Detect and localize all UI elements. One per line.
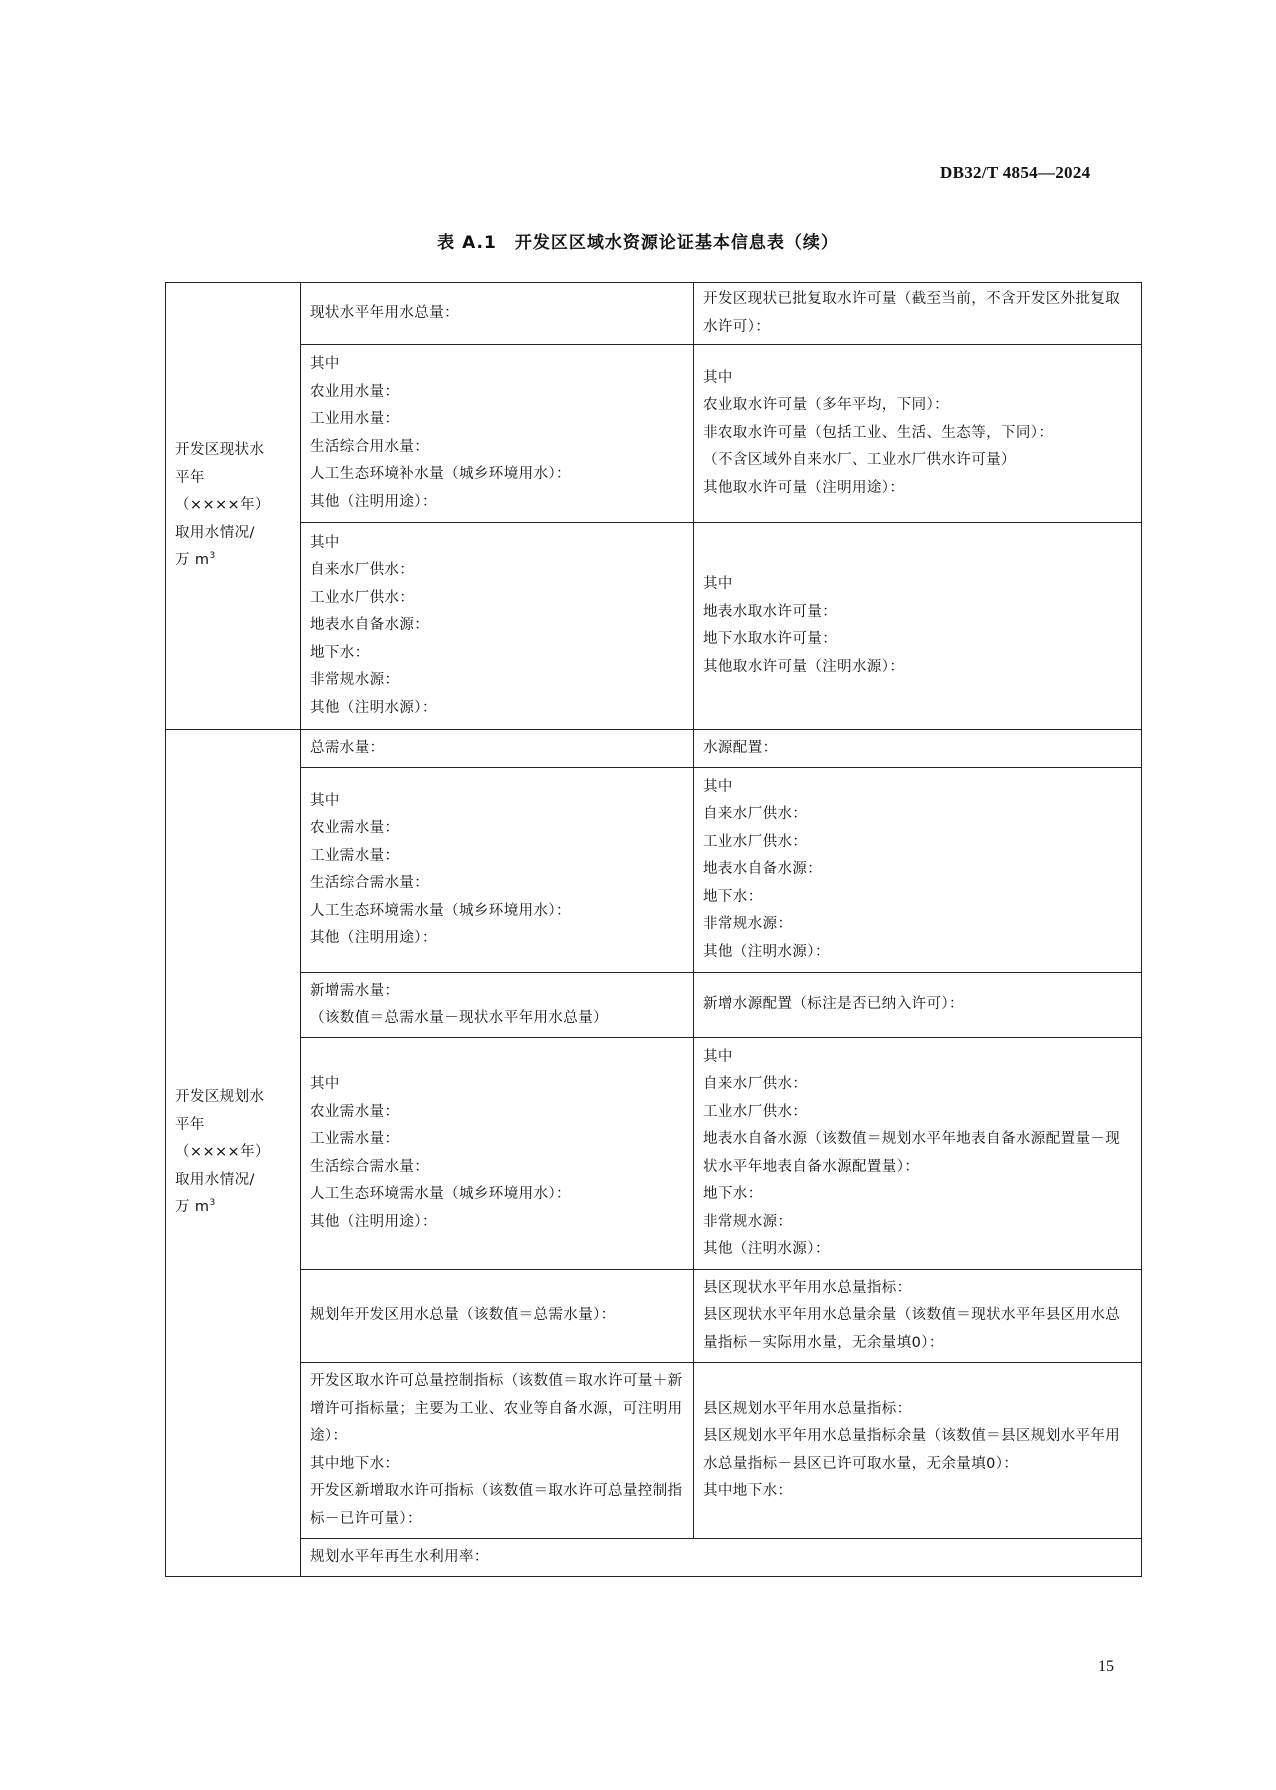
s2-r2-left: 其中 农业需水量： 工业需水量： 生活综合需水量： 人工生态环境需水量（城乡环境用水）： 其他（注明用途）： — [301, 768, 694, 973]
s1-r3-right: 其中 地表水取水许可量： 地下水取水许可量： 其他取水许可量（注明水源）： — [694, 523, 1142, 730]
s1-r2-right: 其中 农业取水许可量（多年平均，下同）： 非农取水许可量（包括工业、生活、生态等，下同）： （不含区域外自来水厂、工业水厂供水许可量） 其他取水许可量（注明用途）： — [694, 345, 1142, 523]
s2-r5-left: 规划年开发区用水总量（该数值＝总需水量）： — [301, 1270, 694, 1363]
table-row — [166, 730, 1142, 768]
s1-r1-right: 开发区现状已批复取水许可量（截至当前，不含开发区外批复取水许可）： — [694, 283, 1142, 345]
s2-r1-right: 水源配置： — [694, 730, 1142, 768]
section2-label-cell: 开发区规划水 平年 （××××年） 取用水情况/ 万 $m^3$ — [166, 730, 301, 1577]
info-table — [165, 282, 1142, 1577]
table-row — [166, 1539, 1142, 1577]
table-row — [166, 523, 1142, 730]
s2-r4-right: 其中 自来水厂供水： 工业水厂供水： 地表水自备水源（该数值＝规划水平年地表自备水源配置量－现状水平年地表自备水源配置量）： 地下水： 非常规水源： 其他（注明水源）： — [694, 1038, 1142, 1270]
table-row — [166, 1363, 1142, 1539]
table-row — [166, 1038, 1142, 1270]
unit-label: 万 $m^3$ — [175, 1198, 216, 1216]
s2-r3-left: 新增需水量： （该数值＝总需水量－现状水平年用水总量） — [301, 973, 694, 1038]
unit-label: 万 $m^3$ — [175, 551, 216, 569]
s1-r1-left: 现状水平年用水总量： — [301, 283, 694, 345]
s2-r1-left: 总需水量： — [301, 730, 694, 768]
page-number: 15 — [1098, 1658, 1114, 1675]
section1-label-cell: 开发区现状水 平年 （××××年） 取用水情况/ 万 $m^3$ — [166, 283, 301, 730]
table-row — [166, 283, 1142, 345]
table-title: 表 A.1 开发区区域水资源论证基本信息表（续） — [437, 233, 839, 253]
s2-r6-left: 开发区取水许可总量控制指标（该数值＝取水许可量＋新增许可指标量；主要为工业、农业等自备水源，可注明用途）： 其中地下水： 开发区新增取水许可指标（该数值＝取水许可总量控制指标－已许可量）： — [301, 1363, 694, 1539]
table-row — [166, 345, 1142, 523]
table-row — [166, 973, 1142, 1038]
table-row — [166, 1270, 1142, 1363]
s1-r3-left: 其中 自来水厂供水： 工业水厂供水： 地表水自备水源： 地下水： 非常规水源： 其他（注明水源）： — [301, 523, 694, 730]
s2-r7-cell: 规划水平年再生水利用率： — [301, 1539, 1142, 1577]
s2-r6-right: 县区规划水平年用水总量指标： 县区规划水平年用水总量指标余量（该数值＝县区规划水平年用水总量指标－县区已许可取水量，无余量填0）： 其中地下水： — [694, 1363, 1142, 1539]
standard-code: DB32/T 4854—2024 — [940, 163, 1091, 182]
s2-r5-right: 县区现状水平年用水总量指标： 县区现状水平年用水总量余量（该数值＝现状水平年县区用水总量指标－实际用水量，无余量填0）： — [694, 1270, 1142, 1363]
table-row — [166, 768, 1142, 973]
s2-r3-right: 新增水源配置（标注是否已纳入许可）： — [694, 973, 1142, 1038]
s2-r2-right: 其中 自来水厂供水： 工业水厂供水： 地表水自备水源： 地下水： 非常规水源： 其他（注明水源）： — [694, 768, 1142, 973]
s2-r4-left: 其中 农业需水量： 工业需水量： 生活综合需水量： 人工生态环境需水量（城乡环境用水）： 其他（注明用途）： — [301, 1038, 694, 1270]
s1-r2-left: 其中 农业用水量： 工业用水量： 生活综合用水量： 人工生态环境补水量（城乡环境用水）： 其他（注明用途）： — [301, 345, 694, 523]
